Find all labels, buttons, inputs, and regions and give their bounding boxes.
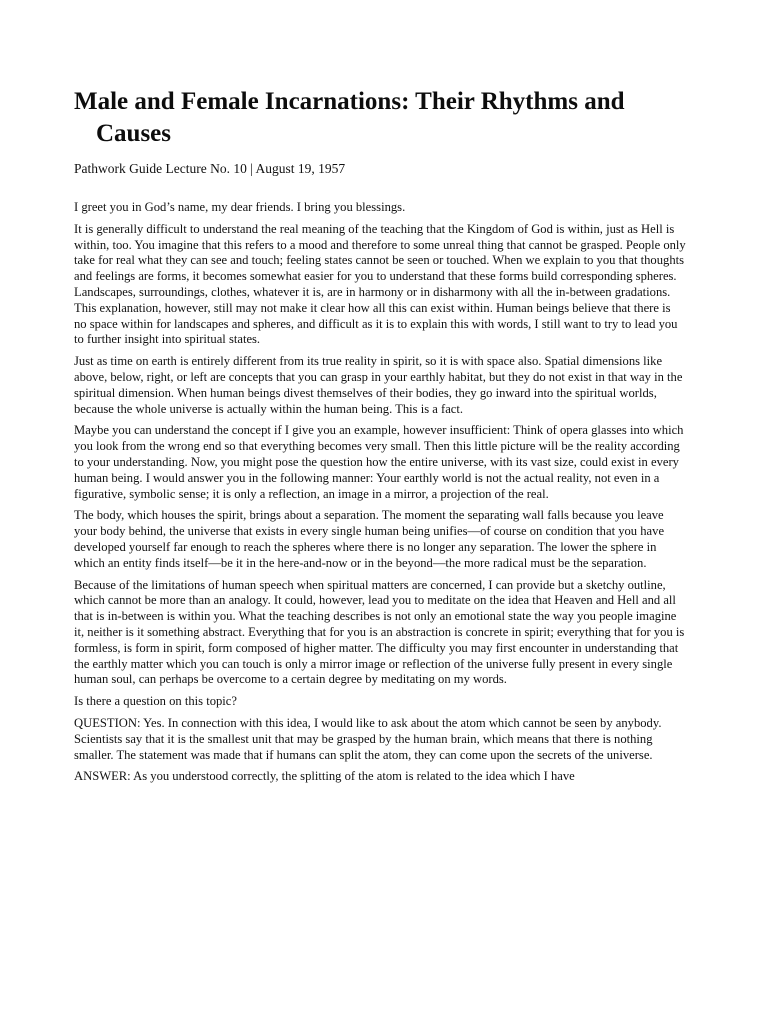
paragraph: Maybe you can understand the concept if I give you an example, however insufficient: Think of opera glasses into which you look from the wrong end so that everything becomes very small. Then this little picture will be the reality according to your understanding. Now, you might pose the question how the entire universe, with its vast size, could exist in every human being. I would answer you in the following manner: Your earthly world is not the actual reality, not even in a figurative, symbolic sense; it is only a reflection, an image in a mirror, a projection of the real. xyxy=(74,423,684,501)
paragraph: Because of the limitations of human speech when spiritual matters are concerned, I can provide but a sketchy outline, which cannot be more than an analogy. It could, however, lead you to meditate on the idea that Heaven and Hell and all that is in-between is within you. What the teaching describes is not only an emotional state the way you people imagine it, neither is it something abstract. Everything that for you is an abstraction is concrete in spirit; everything that for you is formless, is form in spirit, form composed of higher matter. The difficulty you may first encounter in understanding that the earthly matter which you can touch is only a mirror image or reflection of the universe fully present in every single human soul, can perhaps be overcome to a certain degree by meditating on my words. xyxy=(74,577,685,687)
document-title: Male and Female Incarnations: Their Rhythms and Causes xyxy=(74,88,625,147)
paragraph: It is generally difficult to understand the real meaning of the teaching that the Kingdom of God is within, just as Hell is within, too. You imagine that this refers to a mood and therefore to some unreal thing that cannot be grasped. People only take for real what they can see and touch; feeling states cannot be seen or touched. When we explain to you that thoughts and feelings are forms, it becomes somewhat easier for you to understand that these forms build corresponding spheres. Landscapes, surroundings, clothes, whatever it is, are in harmony or in disharmony with all the in-between gradations. This explanation, however, still may not make it clear how all this can exist within. Human beings believe that there is no space within for landscapes and spheres, and difficult as it is to explain this with words, I still want to try to lead you to further insight into spiritual states. xyxy=(74,221,686,347)
lecture-subtitle: Pathwork Guide Lecture No. 10 | August 19, 1957 xyxy=(74,161,346,176)
document-page xyxy=(74,86,686,791)
paragraph-answer: ANSWER: As you understood correctly, the splitting of the atom is related to the idea which I have xyxy=(74,769,575,784)
paragraph-question: QUESTION: Yes. In connection with this idea, I would like to ask about the atom which cannot be seen by anybody. Scientists say that it is the smallest unit that may be grasped by the human brain, which means that there is nothing smaller. The statement was made that if humans can split the atom, they can come upon the secrets of the universe. xyxy=(74,715,662,762)
paragraph-question-prompt: Is there a question on this topic? xyxy=(74,694,237,709)
document-body xyxy=(74,200,686,785)
paragraph: Just as time on earth is entirely different from its true reality in spirit, so it is with space also. Spatial dimensions like above, below, right, or left are concepts that you can grasp in your earthly habitat, but they do not exist in that way in the spiritual dimension. When human beings divest themselves of their bodies, they go inward into the spiritual worlds, because the whole universe is actually within the human being. This is a fact. xyxy=(74,354,683,416)
paragraph-greeting: I greet you in God’s name, my dear friends. I bring you blessings. xyxy=(74,200,406,214)
paragraph: The body, which houses the spirit, brings about a separation. The moment the separating wall falls because you leave your body behind, the universe that exists in every single human being unifies—of course on condition that you have developed yourself far enough to reach the spheres where there is no longer any separation. The lower the sphere in which an entity finds itself—be it in the here-and-now or in the beyond—the more radical must be the separation. xyxy=(74,508,665,570)
